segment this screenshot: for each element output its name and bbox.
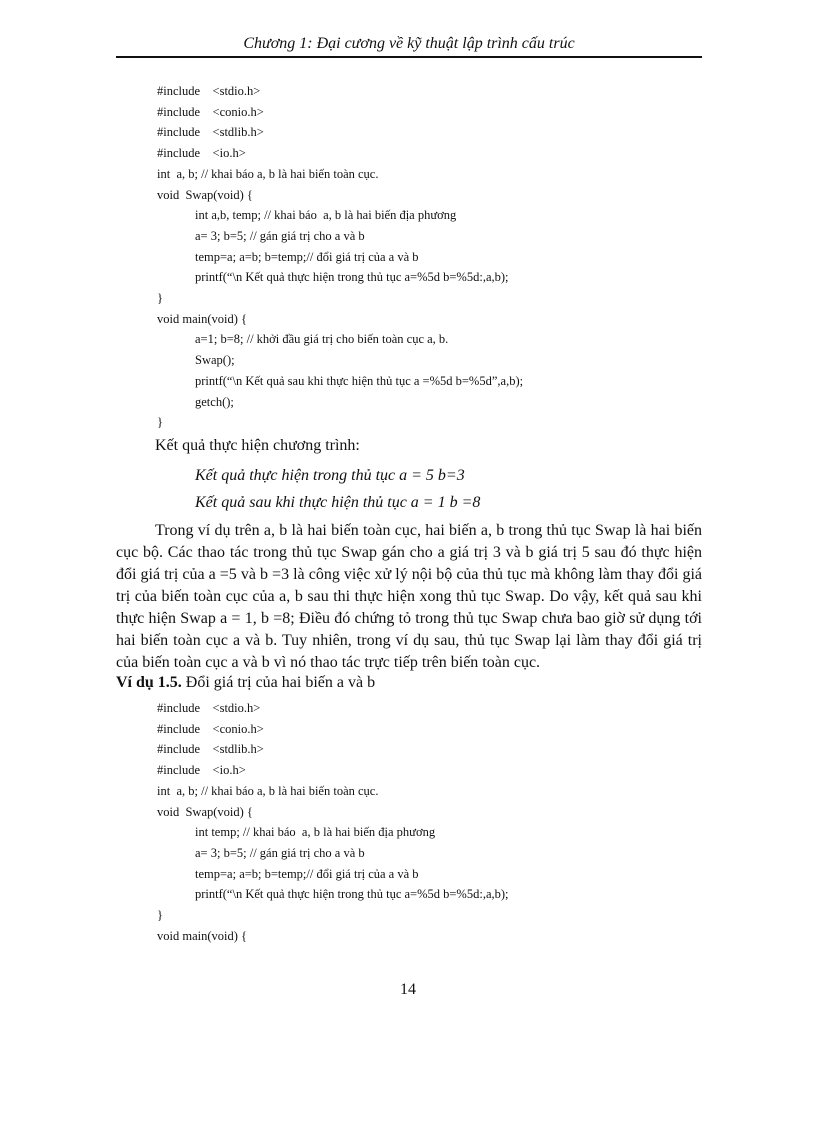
example-label: Ví dụ 1.5.: [116, 674, 182, 691]
code-line: printf(“\n Kết quả thực hiện trong thủ tục a=%5d b=%5d:,a,b);: [195, 270, 509, 285]
code-line: int a, b; // khai báo a, b là hai biến toàn cục.: [157, 166, 379, 181]
code-line: int a,b, temp; // khai báo a, b là hai biến địa phương: [195, 208, 457, 223]
code-line: #include <io.h>: [157, 763, 246, 778]
explanation-paragraph: Trong ví dụ trên a, b là hai biến toàn cục, hai biến a, b trong thủ tục Swap là hai biến cục bộ. Các thao tác trong thủ tục Swap gán cho a giá trị 3 và b giá trị 5 sau đó thực hiện đổi giá trị của a =5 và b =3 là công việc xử lý nội bộ của thủ tục mà không làm thay đổi giá trị của biến toàn cục của a, b sau thi thực hiện xong thủ tục Swap. Do vậy, kết quả sau khi thực hiện Swap a = 1, b =8; Điều đó chứng tỏ trong thủ tục Swap chưa bao giờ sử dụng tới hai biến toàn cục a và b. Tuy nhiên, trong ví dụ sau, thủ tục Swap lại làm thay đổi giá trị của biến toàn cục a và b vì nó thao tác trực tiếp trên biến toàn cục.: [116, 522, 702, 671]
code-line: temp=a; a=b; b=temp;// đổi giá trị của a và b: [195, 866, 419, 881]
page-number: 14: [400, 981, 416, 998]
code-line: int a, b; // khai báo a, b là hai biến toàn cục.: [157, 783, 379, 798]
code-line: }: [157, 908, 163, 922]
code-line: }: [157, 415, 163, 430]
example-title: Đổi giá trị của hai biến a và b: [181, 674, 376, 691]
code-line: void main(void) {: [157, 311, 248, 326]
code-line: Swap();: [195, 353, 235, 368]
page-header-title: Chương 1: Đại cương về kỹ thuật lập trình cấu trúc: [243, 35, 575, 52]
code-line: void Swap(void) {: [157, 804, 253, 819]
code-line: #include <stdlib.h>: [157, 742, 264, 757]
code-line: }: [157, 291, 163, 305]
code-line: getch();: [195, 394, 234, 409]
example-heading: [116, 674, 375, 692]
code-line: printf(“\n Kết quả thực hiện trong thủ tục a=%5d b=%5d:,a,b);: [195, 887, 509, 902]
code-line: #include <stdlib.h>: [157, 125, 264, 140]
code-line: #include <conio.h>: [157, 104, 264, 119]
code-line: a= 3; b=5; // gán giá trị cho a và b: [195, 845, 365, 860]
code-line: temp=a; a=b; b=temp;// đổi giá trị của a và b: [195, 249, 419, 264]
code-line: printf(“\n Kết quả sau khi thực hiện thủ tục a =%5d b=%5d”,a,b);: [195, 373, 524, 388]
code-line: #include <conio.h>: [157, 721, 264, 736]
code-line: a=1; b=8; // khởi đầu giá trị cho biến toàn cục a, b.: [195, 332, 449, 347]
result-line-2: Kết quả sau khi thực hiện thủ tục a = 1 b =8: [195, 494, 481, 511]
code-line: int temp; // khai báo a, b là hai biến địa phương: [195, 825, 436, 840]
code-line: void Swap(void) {: [157, 187, 253, 202]
code-line: void main(void) {: [157, 928, 248, 943]
code-line: #include <io.h>: [157, 146, 246, 161]
code-line: #include <stdio.h>: [157, 701, 261, 715]
result-line-1: Kết quả thực hiện trong thủ tục a = 5 b=3: [195, 467, 465, 484]
code-line: #include <stdio.h>: [157, 84, 261, 98]
header-divider: [116, 56, 702, 58]
result-intro: Kết quả thực hiện chương trình:: [155, 437, 360, 454]
code-line: a= 3; b=5; // gán giá trị cho a và b: [195, 228, 365, 243]
